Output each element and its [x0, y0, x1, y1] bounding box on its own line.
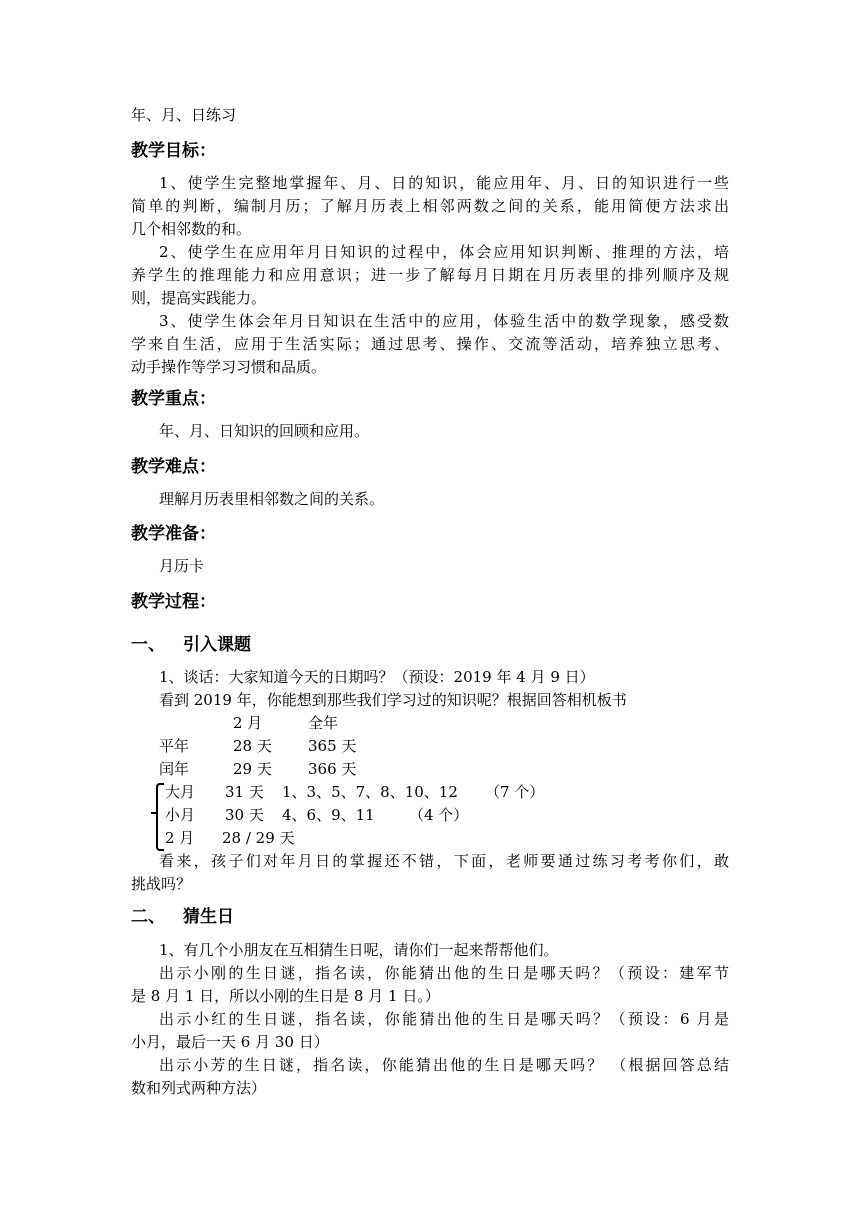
preparation-heading: 教学准备：	[131, 524, 216, 544]
section-1-p2: 看到 2019 年，你能想到那些我们学习过的知识呢？根据回答相机板书	[159, 691, 627, 709]
section-2-p2-line-2: 是 8 月 1 日，所以小刚的生日是 8 月 1 日。）	[131, 987, 440, 1005]
goal-1-line-2: 简单的判断，编制月历；了解月历表上相邻两数之间的关系，能用简便方法求出	[131, 197, 729, 215]
goal-3-line-2: 学来自生活，应用于生活实际；通过思考、操作、交流等活动，培养独立思考、	[131, 335, 729, 353]
board-r2-month: 29 天	[233, 760, 272, 778]
difficult-points-text: 理解月历表里相邻数之间的关系。	[159, 490, 385, 508]
key-points-text: 年、月、日知识的回顾和应用。	[159, 422, 370, 440]
section-2-p2-line-1: 出示小刚的生日谜，指名读，你能猜出他的生日是哪天吗？（预设：建军节	[159, 964, 729, 982]
board-r1-year: 365 天	[308, 737, 357, 755]
section-2-p3-line-1: 出示小红的生日谜，指名读，你能猜出他的生日是哪天吗？（预设：6 月是	[159, 1010, 729, 1028]
goal-3-line-1: 3、使学生体会年月日知识在生活中的应用，体验生活中的数学现象，感受数	[159, 312, 729, 330]
board-r4-days: 30 天	[225, 806, 264, 824]
board-r3-label: 大月	[165, 783, 196, 801]
section-1-title: 引入课题	[183, 635, 251, 655]
brace-tip	[151, 812, 157, 814]
brace-bracket	[156, 783, 164, 851]
board-r2-label: 闰年	[159, 760, 190, 778]
board-r2-year: 366 天	[308, 760, 357, 778]
goals-heading: 教学目标：	[131, 141, 216, 161]
section-2-p4-line-2: 数和列式两种方法）	[131, 1079, 267, 1097]
board-col-month: 2 月	[233, 714, 263, 732]
key-points-heading: 教学重点：	[131, 389, 216, 409]
board-r3-months: 1、3、5、7、8、10、12	[282, 783, 458, 801]
section-2-number: 二、	[131, 907, 165, 927]
process-heading: 教学过程：	[131, 592, 216, 612]
section-1-p3-line-1: 看来，孩子们对年月日的掌握还不错，下面，老师要通过练习考考你们，敢	[159, 852, 729, 870]
board-r3-days: 31 天	[225, 783, 264, 801]
board-r1-label: 平年	[159, 737, 190, 755]
section-2-p1: 1、有几个小朋友在互相猜生日呢，请你们一起来帮帮他们。	[159, 941, 559, 959]
section-2-title: 猜生日	[183, 907, 234, 927]
difficult-points-heading: 教学难点：	[131, 457, 216, 477]
board-r3-count: （7 个）	[485, 783, 545, 801]
document-title: 年、月、日练习	[131, 106, 237, 124]
board-r5-days: 28 / 29 天	[222, 829, 295, 847]
goal-2-line-1: 2、使学生在应用年月日知识的过程中，体会应用知识判断、推理的方法，培	[159, 243, 729, 261]
section-1-p1: 1、谈话：大家知道今天的日期吗？（预设：2019 年 4 月 9 日）	[159, 668, 595, 686]
section-1-p3-line-2: 挑战吗？	[131, 875, 192, 893]
preparation-text: 月历卡	[159, 557, 205, 575]
board-r4-months: 4、6、9、11	[282, 806, 375, 824]
board-r5-label: 2 月	[165, 829, 195, 847]
board-r1-month: 28 天	[233, 737, 272, 755]
board-r4-count: （4 个）	[409, 806, 469, 824]
goal-3-line-3: 动手操作等学习习惯和品质。	[131, 358, 327, 376]
section-2-p4-line-1: 出示小芳的生日谜，指名读，你能猜出他的生日是哪天吗？ （根据回答总结	[159, 1056, 729, 1074]
goal-2-line-3: 则，提高实践能力。	[131, 289, 267, 307]
board-col-year: 全年	[308, 714, 339, 732]
goal-2-line-2: 养学生的推理能力和应用意识；进一步了解每月日期在月历表里的排列顺序及规	[131, 266, 729, 284]
goal-1-line-3: 几个相邻数的和。	[131, 220, 252, 238]
section-2-p3-line-2: 小月，最后一天 6 月 30 日）	[131, 1033, 329, 1051]
board-r4-label: 小月	[165, 806, 196, 824]
section-1-number: 一、	[131, 635, 165, 655]
goal-1-line-1: 1、使学生完整地掌握年、月、日的知识，能应用年、月、日的知识进行一些	[159, 174, 729, 192]
